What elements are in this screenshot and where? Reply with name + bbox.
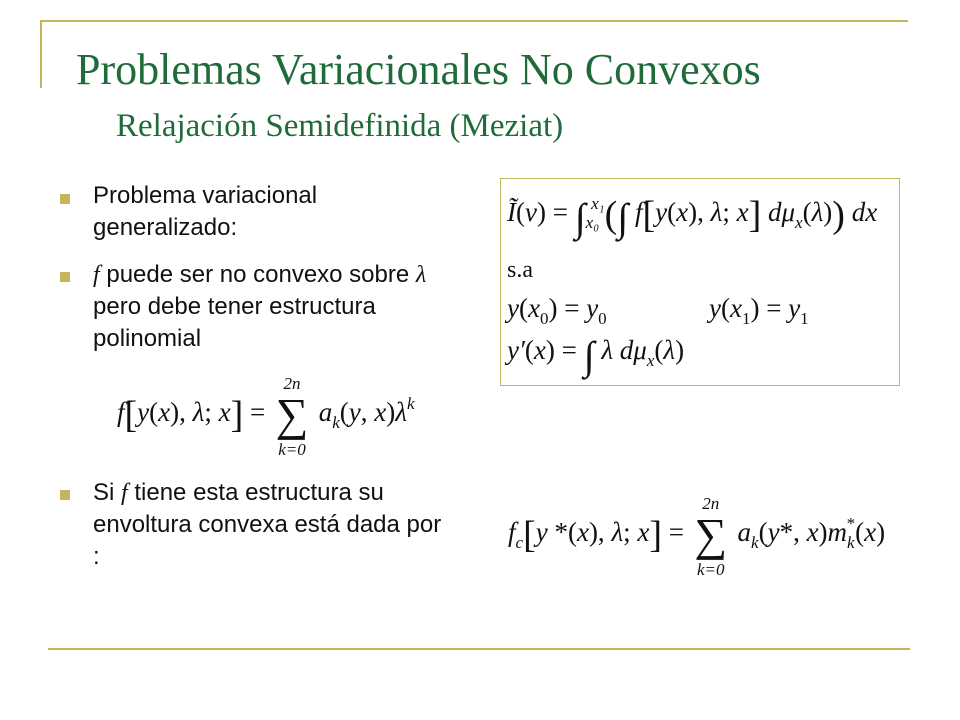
symbol-lambda: λ <box>415 262 427 288</box>
subject-to-label: s.a <box>507 257 533 283</box>
bullet-text-2 <box>93 259 453 355</box>
decorative-bottom-line <box>48 648 910 650</box>
symbol-f: f <box>121 480 128 506</box>
bullet-text-3-prefix: Si <box>93 479 122 506</box>
boundary-condition-end: $y(x_1) = y_1$ <box>709 293 809 328</box>
generalized-problem-formula-box <box>500 178 900 386</box>
bullet-text-2-part1: puede ser no convexo sobre <box>99 261 416 288</box>
convex-envelope-formula: $f_c[y$ *(x), λ; x] = 2n ∑ k=0 $a_k(y*$, $x)m_k^*(x)$ <box>508 494 886 579</box>
decorative-top-line <box>40 20 908 22</box>
symbol-f: f <box>93 262 100 288</box>
bullet-text-3 <box>93 477 453 573</box>
functional-definition: Ĩ(ν) = $\int_{x_0}^{x_1}(\int$ f[y(x), λ; x] $d\mu_x(\lambda)$) dx <box>507 194 878 240</box>
bullet-text-2-part2: pero debe tener estructura polinomial <box>93 293 376 352</box>
decorative-vertical-line <box>40 20 42 88</box>
slide-title: Problemas Variacionales No Convexos <box>76 45 761 94</box>
bullet-marker <box>60 272 70 282</box>
bullet-marker <box>60 490 70 500</box>
derivative-constraint: y′(x) = ∫ λ $d\mu_x(\lambda)$ <box>507 333 685 378</box>
bullet-text-3-part1: tiene esta estructura su envoltura convexa está dada por : <box>93 479 442 570</box>
bullet-text-1: Problema variacional generalizado: <box>93 182 318 241</box>
slide-subtitle: Relajación Semidefinida (Meziat) <box>116 108 564 144</box>
polynomial-structure-formula: f[y(x), λ; x] = 2n ∑ k=0 $a_k(y$, $x)\lambda^k$ <box>117 374 415 459</box>
bullet-marker <box>60 194 70 204</box>
boundary-condition-start: $y(x_0) = y_0$ <box>507 293 607 328</box>
